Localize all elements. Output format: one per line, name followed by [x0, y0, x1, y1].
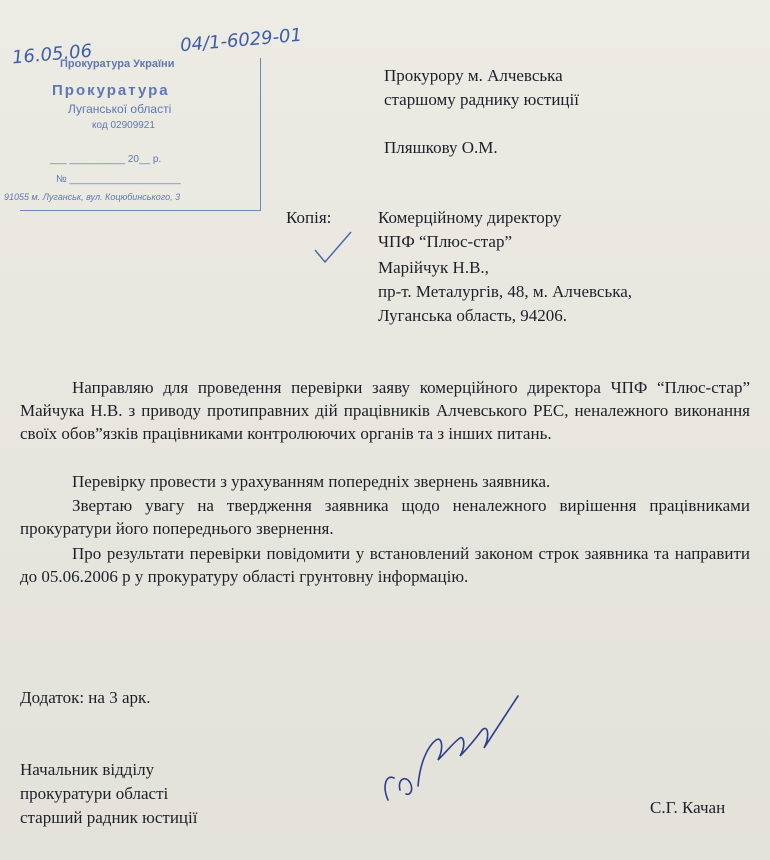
- handwritten-signature: [378, 690, 528, 810]
- copy-line-2: ЧПФ “Плюс-стар”: [378, 232, 512, 251]
- stamp-date-line: ___ __________ 20__ р.: [50, 154, 162, 165]
- signatory-name: С.Г. Качан: [650, 798, 726, 817]
- attachment-note: Додаток: на 3 арк.: [20, 688, 151, 707]
- copy-line-3: Марійчук Н.В.,: [378, 258, 489, 277]
- copy-line-5: Луганська область, 94206.: [378, 306, 568, 325]
- handwritten-registration-number: 04/1-6029-01: [179, 24, 303, 57]
- addressee-name: Пляшкову О.М.: [384, 138, 498, 157]
- signatory-title-2: прокуратури області: [20, 784, 169, 803]
- stamp-number-line: № ____________________: [56, 174, 181, 185]
- copy-line-4: пр-т. Металургів, 48, м. Алчевська,: [378, 282, 633, 301]
- copy-label: Копія:: [286, 208, 332, 227]
- checkmark-icon: [313, 230, 353, 264]
- body-paragraph-3: Звертаю увагу на твердження заявника щодо неналежного вирішення працівниками прокуратури його попереднього звернення.: [20, 496, 750, 538]
- signatory-title-1: Начальник відділу: [20, 760, 155, 779]
- stamp-address: 91055 м. Луганськ, вул. Коцюбинського, 3: [4, 192, 181, 202]
- body-paragraph-1: Направляю для проведення перевірки заяву комерційного директора ЧПФ “Плюс-стар” Майчука Н.В. з приводу протиправних дій працівників Алчевського РЕС, неналежного виконання своїх обов”язків працівниками контролюючих органів та з інших питань.: [20, 378, 750, 443]
- signatory-title-3: старший радник юстиції: [20, 808, 198, 827]
- stamp-region: Луганської області: [68, 102, 172, 116]
- stamp-country: Прокуратура України: [60, 58, 175, 70]
- stamp-code: код 02909921: [92, 120, 155, 131]
- addressee-line-1: Прокурору м. Алчевська: [384, 66, 563, 85]
- registration-stamp: [4, 58, 261, 211]
- copy-line-1: Комерційному директору: [378, 208, 562, 227]
- handwritten-date: 16.05.06: [11, 40, 93, 69]
- body-paragraph-4: Про результати перевірки повідомити у встановлений законом строк заявника та направити до 05.06.2006 р у прокуратуру області грунтовну інформацію.: [20, 544, 750, 586]
- stamp-organization: Прокуратура: [52, 82, 170, 99]
- body-paragraph-2: Перевірку провести з урахуванням попередніх звернень заявника.: [72, 472, 551, 491]
- addressee-line-2: старшому раднику юстиції: [384, 90, 579, 109]
